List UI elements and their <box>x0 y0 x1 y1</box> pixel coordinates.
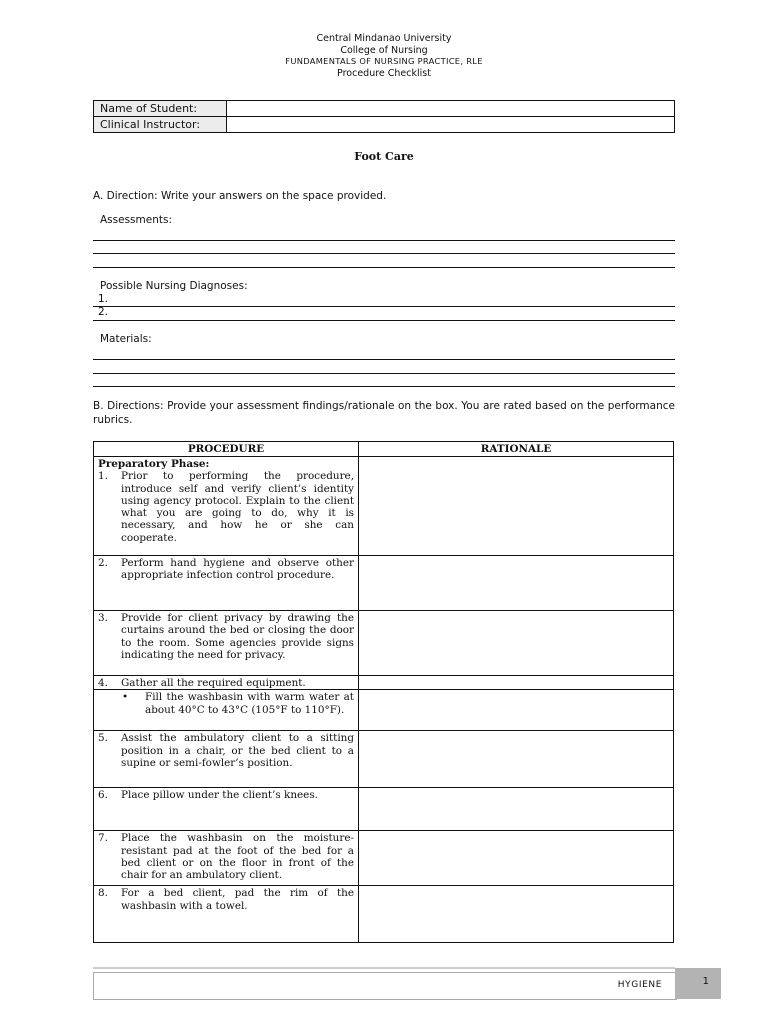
step-number: 3. <box>98 612 108 624</box>
materials-line-3[interactable] <box>93 386 675 387</box>
step-number: 6. <box>98 789 108 802</box>
step-text: Fill the washbasin with warm water at about 40°C to 43°C (105°F to 110°F). <box>145 691 354 716</box>
step-number: 7. <box>98 832 108 845</box>
preparatory-phase-heading: Preparatory Phase: <box>98 458 210 470</box>
page-footer <box>93 972 677 1000</box>
footer-section-label: HYGIENE <box>617 980 662 990</box>
step-text: Place the washbasin on the moisture-resistant pad at the foot of the bed for a bed client or on the floor in front of the chair for an ambulatory client. <box>121 832 354 882</box>
clinical-instructor-label: Clinical Instructor: <box>94 117 227 133</box>
step-number: 2. <box>98 557 108 569</box>
page-number: 1 <box>702 976 709 987</box>
rationale-cell-1[interactable] <box>359 457 674 556</box>
procedure-step-4-sub <box>94 690 359 731</box>
step-text: Gather all the required equipment. <box>121 677 306 689</box>
college-name: College of Nursing <box>340 44 428 56</box>
step-text: Assist the ambulatory client to a sitting position in a chair, or the bed client to a supine or semi-fowler’s position. <box>121 732 354 769</box>
step-number: 1. <box>98 470 108 483</box>
diagnosis-number-2: 2. <box>98 306 109 318</box>
diagnosis-line-2[interactable] <box>93 320 675 321</box>
rationale-cell-8[interactable] <box>359 886 674 943</box>
procedure-step-3 <box>94 611 359 676</box>
assessment-line-1[interactable] <box>93 240 675 241</box>
rationale-cell-4-sub[interactable] <box>359 690 674 731</box>
procedure-column-header: PROCEDURE <box>94 442 359 457</box>
bullet-icon: • <box>122 691 129 704</box>
footer-divider <box>93 967 675 969</box>
university-name: Central Mindanao University <box>316 33 452 44</box>
procedure-step-1 <box>94 457 359 556</box>
materials-line-2[interactable] <box>93 373 675 374</box>
student-info-table <box>93 100 675 133</box>
clinical-instructor-field[interactable] <box>227 117 675 133</box>
rationale-cell-7[interactable] <box>359 831 674 886</box>
rationale-cell-6[interactable] <box>359 788 674 831</box>
rationale-cell-4[interactable] <box>359 676 674 690</box>
nursing-diagnoses-label: Possible Nursing Diagnoses: <box>100 280 248 292</box>
student-name-field[interactable] <box>227 101 675 117</box>
rationale-cell-2[interactable] <box>359 556 674 611</box>
materials-line-1[interactable] <box>93 359 675 360</box>
document-header <box>0 33 768 79</box>
rationale-cell-5[interactable] <box>359 731 674 788</box>
step-number: 4. <box>98 677 108 689</box>
diagnosis-line-1[interactable] <box>93 306 675 307</box>
step-number: 8. <box>98 887 108 900</box>
rationale-column-header: RATIONALE <box>359 442 674 457</box>
materials-label: Materials: <box>100 333 152 345</box>
course-name: FUNDAMENTALS OF NURSING PRACTICE, RLE <box>285 56 483 67</box>
direction-a: A. Direction: Write your answers on the space provided. <box>93 190 387 202</box>
step-text: Prior to performing the procedure, introduce self and verify client’s identity using agency protocol. Explain to the client what you are going to do, why it is necessary, and how he or she can cooperate. <box>121 470 354 544</box>
procedure-step-5 <box>94 731 359 788</box>
procedure-step-7 <box>94 831 359 886</box>
procedure-step-4 <box>94 676 359 690</box>
page-number-box <box>675 968 721 999</box>
procedure-step-8 <box>94 886 359 943</box>
procedure-step-2 <box>94 556 359 611</box>
step-text: For a bed client, pad the rim of the washbasin with a towel. <box>121 887 354 912</box>
assessment-line-2[interactable] <box>93 253 675 254</box>
student-name-label: Name of Student: <box>94 101 227 117</box>
step-number: 5. <box>98 732 108 745</box>
step-text: Perform hand hygiene and observe other appropriate infection control procedure. <box>121 557 354 582</box>
diagnosis-number-1: 1. <box>98 293 109 305</box>
assessments-label: Assessments: <box>100 214 172 226</box>
procedure-checklist-table <box>93 441 674 943</box>
step-text: Provide for client privacy by drawing the curtains around the bed or closing the door to the room. Some agencies provide signs indicating the need for privacy. <box>121 612 354 661</box>
rationale-cell-3[interactable] <box>359 611 674 676</box>
procedure-step-6 <box>94 788 359 831</box>
procedure-title: Foot Care <box>354 150 414 163</box>
document-type: Procedure Checklist <box>337 67 431 79</box>
assessment-line-3[interactable] <box>93 267 675 268</box>
direction-b: B. Directions: Provide your assessment findings/rationale on the box. You are rated based on the performance rubrics. <box>93 400 675 426</box>
step-text: Place pillow under the client’s knees. <box>121 789 318 802</box>
